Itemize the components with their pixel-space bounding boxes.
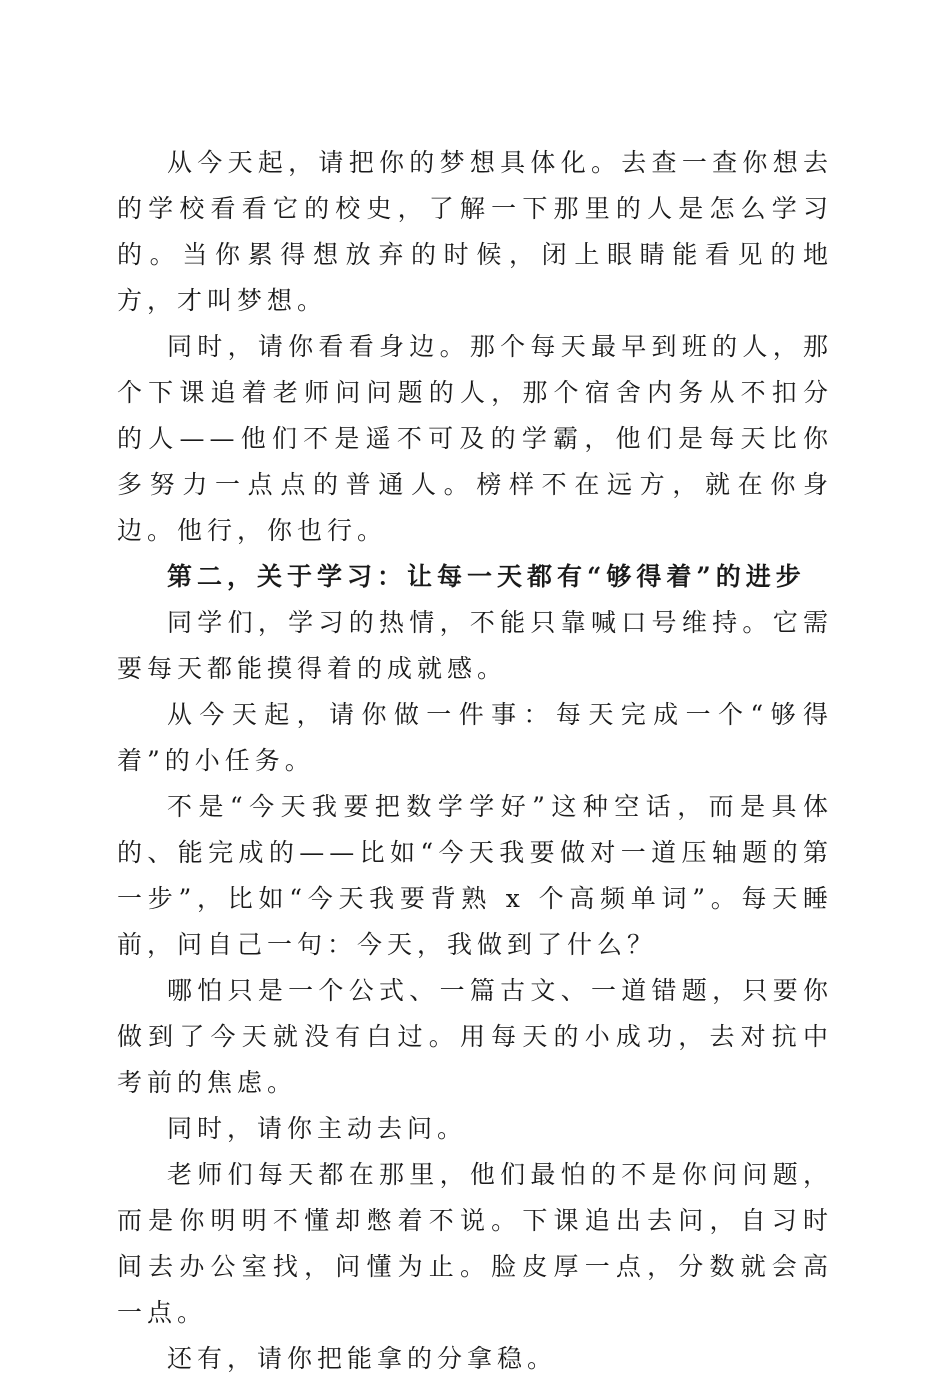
paragraph-role-models: 同时，请你看看身边。那个每天最早到班的人，那个下课追着老师问问题的人，那个宿舍内务从不扣分的人——他们不是遥不可及的学霸，他们是每天比你多努力一点点的普通人。榜样不在远方，就在你身边。他行，你也行。 [117, 332, 833, 545]
paragraph-daily-task: 从今天起，请你做一件事：每天完成一个“够得着”的小任务。 [117, 700, 833, 775]
paragraph-dream-specific: 从今天起，请把你的梦想具体化。去查一查你想去的学校看看它的校史，了解一下那里的人是怎么学习的。当你累得想放弃的时候，闭上眼睛能看见的地方，才叫梦想。 [117, 148, 833, 315]
paragraph-ask-actively: 同时，请你主动去问。 [167, 1114, 468, 1143]
section-heading-study: 第二，关于学习：让每一天都有“够得着”的进步 [167, 562, 806, 591]
document-body [117, 140, 833, 1382]
paragraph-secure-points: 还有，请你把能拿的分拿稳。 [167, 1344, 558, 1373]
paragraph-teachers-waiting: 老师们每天都在那里，他们最怕的不是你问问题，而是你明明不懂却憋着不说。下课追出去问，自习时间去办公室找，问懂为止。脸皮厚一点，分数就会高一点。 [117, 1160, 833, 1327]
paragraph-concrete-goals: 不是“今天我要把数学学好”这种空话，而是具体的、能完成的——比如“今天我要做对一道压轴题的第一步”，比如“今天我要背熟 x 个高频单词”。每天睡前，问自己一句：今天，我做到了什么？ [117, 792, 833, 959]
paragraph-study-enthusiasm: 同学们，学习的热情，不能只靠喊口号维持。它需要每天都能摸得着的成就感。 [117, 608, 833, 683]
paragraph-small-success: 哪怕只是一个公式、一篇古文、一道错题，只要你做到了今天就没有白过。用每天的小成功，去对抗中考前的焦虑。 [117, 976, 833, 1097]
